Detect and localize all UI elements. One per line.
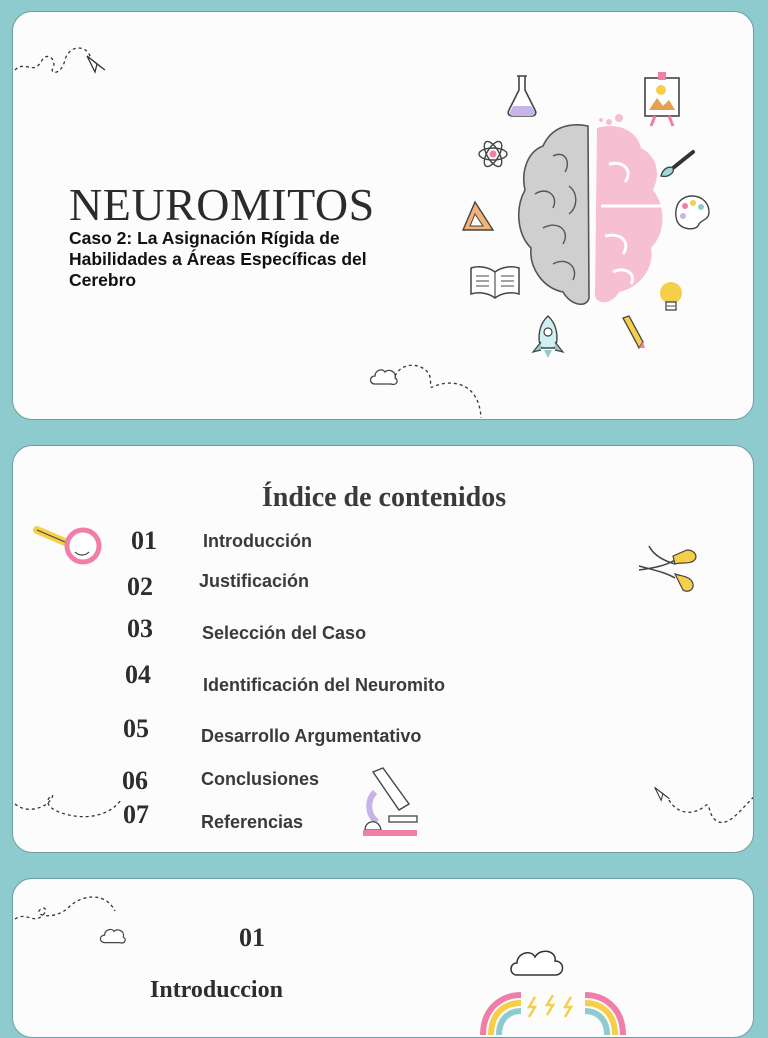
dashed-trail-decoration <box>667 792 754 832</box>
bulb-icon <box>657 280 689 316</box>
atom-icon <box>477 138 509 170</box>
magnifier-icon <box>35 524 107 568</box>
toc-item-referencias[interactable]: Referencias <box>201 812 304 832</box>
toc-number: 05 <box>123 714 149 743</box>
brush-icon <box>657 148 697 180</box>
toc-number: 01 <box>131 526 157 555</box>
pencil-icon <box>619 314 649 350</box>
paper-plane-icon <box>85 52 107 74</box>
toc-item-justificacion[interactable]: Justificación <box>199 571 310 591</box>
presentation-title: NEUROMITOS <box>69 179 375 230</box>
rocket-icon <box>531 314 565 360</box>
scissors-icon <box>635 540 701 596</box>
toc-number: 03 <box>127 614 153 643</box>
toc-number: 06 <box>122 766 148 795</box>
toc-number: 07 <box>123 800 149 829</box>
presentation-subtitle: Caso 2: La Asignación Rígida de Habilidades a Áreas Específicas del Cerebro <box>69 228 367 290</box>
toc-item-conclusiones[interactable]: Conclusiones <box>201 769 320 789</box>
toc-item-seleccion-del-caso[interactable]: Selección del Caso <box>202 623 367 643</box>
toc-item-desarrollo[interactable]: Desarrollo Argumentativo <box>201 726 422 746</box>
toc-number: 02 <box>127 572 153 601</box>
title-slide[interactable] <box>12 11 754 420</box>
cloud-icon <box>99 927 127 947</box>
dashed-trail-decoration <box>13 891 123 931</box>
section-number: 01 <box>239 923 265 952</box>
section-title: Introduccion <box>150 977 283 1003</box>
table-of-contents-slide[interactable] <box>12 445 754 853</box>
book-icon <box>469 264 521 300</box>
dashed-trail-decoration <box>13 790 133 830</box>
flask-icon <box>505 72 539 118</box>
rainbow-icon <box>473 945 633 1035</box>
microscope-icon <box>361 766 421 838</box>
toc-item-introduccion[interactable]: Introducción <box>203 531 312 551</box>
ruler-triangle-icon <box>461 200 495 232</box>
toc-title: Índice de contenidos <box>261 482 507 513</box>
dashed-trail-decoration <box>393 360 493 420</box>
easel-icon <box>641 70 683 128</box>
brain-icon <box>513 116 673 316</box>
introduction-slide[interactable] <box>12 878 754 1038</box>
toc-item-identificacion[interactable]: Identificación del Neuromito <box>203 675 446 695</box>
toc-number: 04 <box>125 660 151 689</box>
palette-icon <box>673 194 711 232</box>
